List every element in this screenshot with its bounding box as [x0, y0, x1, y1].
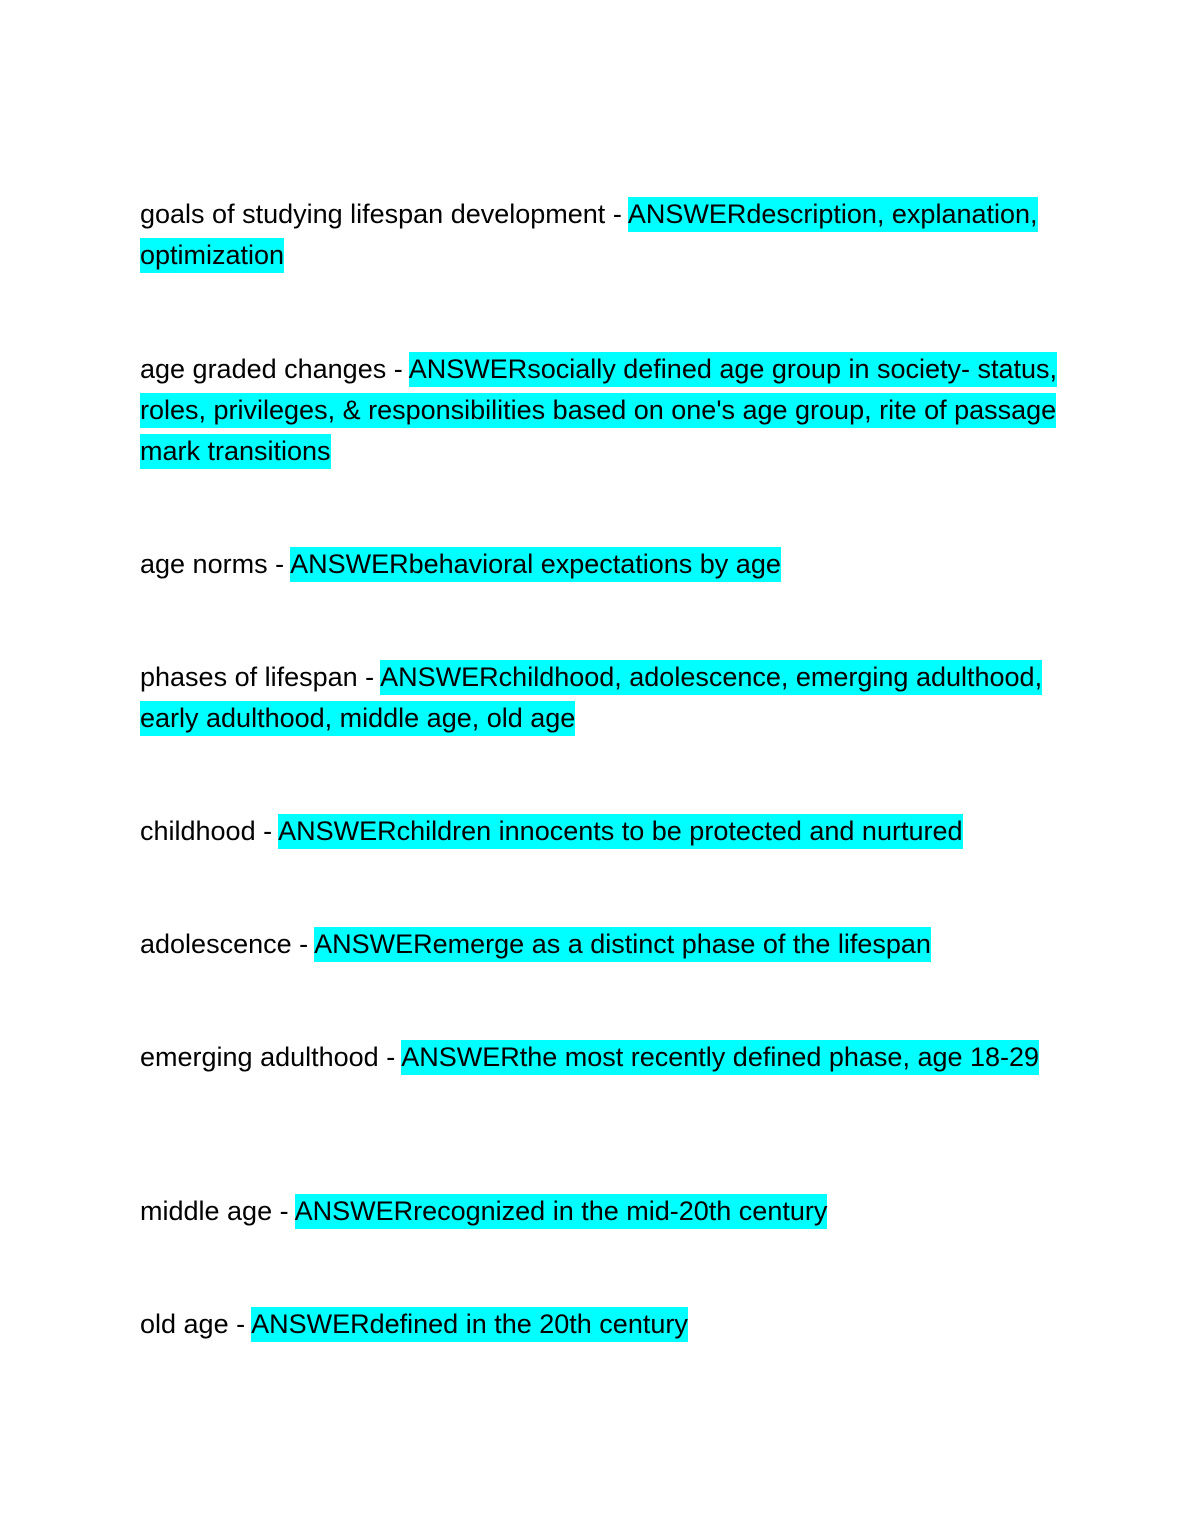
- term-text: old age: [140, 1309, 229, 1339]
- term-text: goals of studying lifespan development: [140, 199, 606, 229]
- qa-entry-adolescence: [140, 924, 1060, 965]
- answer-highlight: ANSWERbehavioral expectations by age: [290, 547, 781, 582]
- answer-highlight: ANSWERchildhood, adolescence, emerging adulthood, early adulthood, middle age, old age: [140, 660, 1042, 736]
- term-text: age norms: [140, 549, 268, 579]
- term-separator: -: [267, 549, 291, 579]
- qa-entry-middle-age: [140, 1191, 1060, 1232]
- qa-entry-lifespan-goals: [140, 194, 1060, 276]
- term-separator: -: [272, 1196, 295, 1226]
- term-separator: -: [255, 816, 279, 846]
- term-separator: -: [291, 929, 315, 959]
- qa-entry-emerging-adulthood: [140, 1037, 1060, 1078]
- term-separator: -: [605, 199, 628, 229]
- qa-entry-old-age: [140, 1304, 1060, 1345]
- term-separator: -: [228, 1309, 252, 1339]
- answer-highlight: ANSWERchildren innocents to be protected and nurtured: [278, 814, 962, 849]
- qa-entry-phases-of-lifespan: [140, 657, 1060, 739]
- term-text: adolescence: [140, 929, 292, 959]
- answer-highlight: ANSWERthe most recently defined phase, age 18-29: [401, 1040, 1039, 1075]
- answer-highlight: ANSWERrecognized in the mid-20th century: [295, 1194, 828, 1229]
- term-text: emerging adulthood: [140, 1042, 379, 1072]
- term-separator: -: [386, 354, 409, 384]
- answer-highlight: ANSWERdescription, explanation, optimization: [140, 197, 1038, 273]
- answer-highlight: ANSWERdefined in the 20th century: [251, 1307, 688, 1342]
- answer-highlight: ANSWERemerge as a distinct phase of the lifespan: [314, 927, 931, 962]
- term-text: middle age: [140, 1196, 273, 1226]
- answer-highlight: ANSWERsocially defined age group in society- status, roles, privileges, & responsibilities based on one's age group, rite of passage mark transitions: [140, 352, 1057, 469]
- qa-entry-age-graded-changes: [140, 349, 1060, 472]
- term-text: age graded changes: [140, 354, 387, 384]
- qa-entry-childhood: [140, 811, 1060, 852]
- qa-entry-age-norms: [140, 544, 1060, 585]
- term-text: childhood: [140, 816, 256, 846]
- term-separator: -: [357, 662, 381, 692]
- term-separator: -: [378, 1042, 402, 1072]
- term-text: phases of lifespan: [140, 662, 358, 692]
